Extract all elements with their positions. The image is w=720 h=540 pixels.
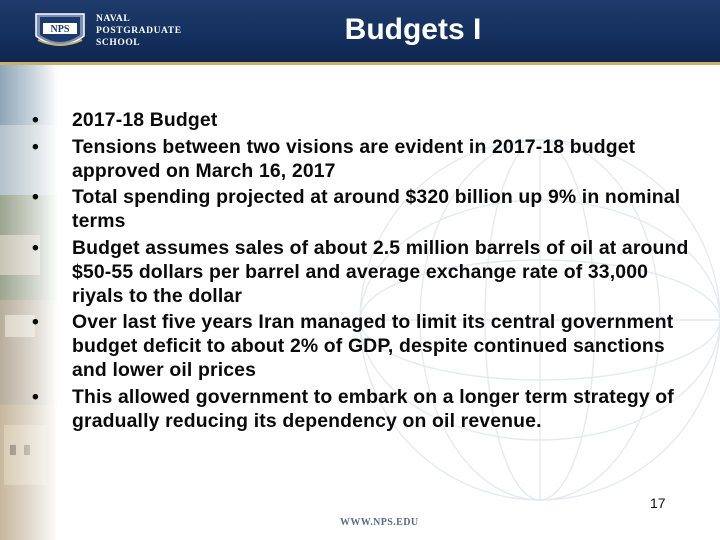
bullet-item (28, 135, 700, 183)
bullet-text: This allowed government to embark on a longer term strategy of gradually reducing its dependency on oil revenue. (72, 385, 674, 432)
bullet-item (28, 108, 700, 132)
header-divider (0, 62, 720, 65)
bullet-text: Budget assumes sales of about 2.5 million barrels of oil at around $50-55 dollars per barrel and average exchange rate of 33,000 riyals to the dollar (72, 236, 689, 307)
bullet-text: Over last five years Iran managed to limit its central government budget deficit to about 2% of GDP, despite continued sanctions and lower oil prices (72, 311, 674, 382)
school-name-line-1: NAVAL (96, 14, 131, 24)
bullet-content (28, 108, 700, 436)
header-bar (0, 0, 720, 62)
nps-seal-icon (30, 10, 90, 52)
bullet-marker: • (32, 186, 39, 209)
bullet-marker: • (32, 385, 39, 408)
slide-title: Budgets I (344, 13, 482, 46)
bullet-marker: • (32, 236, 39, 259)
bullet-text: Tensions between two visions are evident in 2017-18 budget approved on March 16, 2017 (72, 135, 636, 182)
bullet-text: Total spending projected at around $320 billion up 9% in nominal terms (72, 186, 681, 233)
bullet-item (28, 236, 700, 308)
school-name (96, 13, 182, 49)
school-name-line-3: SCHOOL (96, 38, 141, 48)
footer-url: WWW.NPS.EDU (340, 517, 419, 528)
bullet-item (28, 185, 700, 233)
bullet-marker: • (32, 109, 39, 131)
nps-logo (30, 10, 200, 52)
bullet-item (28, 310, 700, 382)
bullet-text: 2017-18 Budget (72, 109, 218, 131)
bullet-marker: • (32, 135, 39, 158)
bullet-item (28, 385, 700, 433)
logo-text: NPS (50, 24, 70, 35)
bullet-list (28, 108, 700, 433)
page-number: 17 (650, 495, 666, 511)
bullet-marker: • (32, 311, 39, 334)
school-name-line-2: POSTGRADUATE (96, 26, 182, 36)
